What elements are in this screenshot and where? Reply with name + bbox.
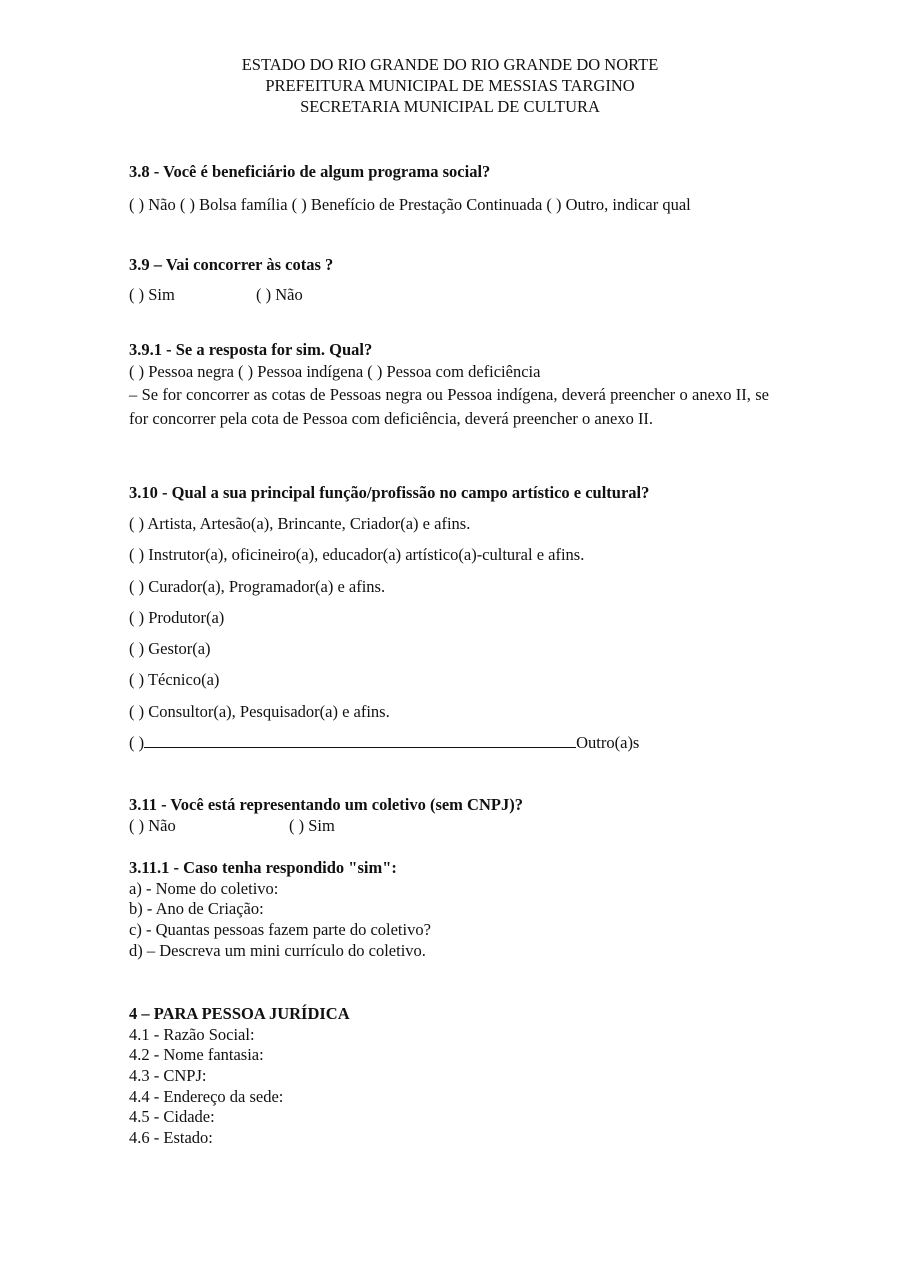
section-4-title: 4 – PARA PESSOA JURÍDICA [129, 1004, 350, 1023]
question-3-11-title: 3.11 - Você está representando um coletivo (sem CNPJ)? [129, 795, 523, 814]
question-3-9-1-options: ( ) Pessoa negra ( ) Pessoa indígena ( ) Pessoa com deficiência [129, 362, 541, 381]
question-3-10-title: 3.10 - Qual a sua principal função/profissão no campo artístico e cultural? [129, 483, 650, 502]
question-3-11-1-item: d) – Descreva um mini currículo do coletivo. [129, 941, 426, 960]
question-3-10-option: ( ) Produtor(a) [129, 608, 225, 627]
question-3-11-1-title: 3.11.1 - Caso tenha respondido "sim": [129, 858, 397, 877]
section-4-item: 4.3 - CNPJ: [129, 1066, 207, 1085]
question-3-9-option-sim: ( ) Sim [129, 285, 175, 304]
question-3-10-option: ( ) Curador(a), Programador(a) e afins. [129, 577, 386, 596]
question-3-9-option-nao: ( ) Não [256, 285, 303, 304]
question-3-11-option-sim: ( ) Sim [289, 816, 335, 835]
question-3-11-1-item: a) - Nome do coletivo: [129, 879, 279, 898]
document-header [0, 54, 900, 117]
section-4-item: 4.5 - Cidade: [129, 1107, 215, 1126]
question-3-10-option: ( ) Consultor(a), Pesquisador(a) e afins. [129, 702, 390, 721]
question-3-9-1-note: – Se for concorrer as cotas de Pessoas negra ou Pessoa indígena, deverá preencher o anexo II, se for concorrer pela cota de Pessoa com deficiência, deverá preencher o anexo II. [129, 385, 769, 428]
question-3-9-1-title: 3.9.1 - Se a resposta for sim. Qual? [129, 340, 373, 359]
section-4-item: 4.2 - Nome fantasia: [129, 1045, 264, 1064]
header-secretariat: SECRETARIA MUNICIPAL DE CULTURA [300, 97, 600, 116]
header-state: ESTADO DO RIO GRANDE DO RIO GRANDE DO NORTE [241, 55, 659, 74]
question-3-8-options: ( ) Não ( ) Bolsa família ( ) Benefício de Prestação Continuada ( ) Outro, indicar qual [129, 195, 691, 214]
question-3-11-1-item: c) - Quantas pessoas fazem parte do coletivo? [129, 920, 431, 939]
header-prefecture: PREFEITURA MUNICIPAL DE MESSIAS TARGINO [265, 76, 635, 95]
question-3-10-other-label: Outro(a)s [576, 733, 640, 752]
question-3-11-option-nao: ( ) Não [129, 816, 176, 835]
question-3-10-other-prefix: ( ) [129, 733, 145, 752]
question-3-10-option: ( ) Artista, Artesão(a), Brincante, Criador(a) e afins. [129, 514, 471, 533]
section-4-item: 4.4 - Endereço da sede: [129, 1087, 284, 1106]
section-4-item: 4.6 - Estado: [129, 1128, 213, 1147]
question-3-10-other-row [129, 733, 639, 753]
question-3-10-other-blank-line [144, 733, 576, 748]
question-3-10-option: ( ) Técnico(a) [129, 670, 220, 689]
question-3-11-1-item: b) - Ano de Criação: [129, 899, 264, 918]
question-3-10-option: ( ) Gestor(a) [129, 639, 211, 658]
question-3-10-option: ( ) Instrutor(a), oficineiro(a), educador(a) artístico(a)-cultural e afins. [129, 545, 585, 564]
question-3-8-title: 3.8 - Você é beneficiário de algum programa social? [129, 162, 491, 181]
question-3-9-title: 3.9 – Vai concorrer às cotas ? [129, 255, 334, 274]
section-4-item: 4.1 - Razão Social: [129, 1025, 255, 1044]
